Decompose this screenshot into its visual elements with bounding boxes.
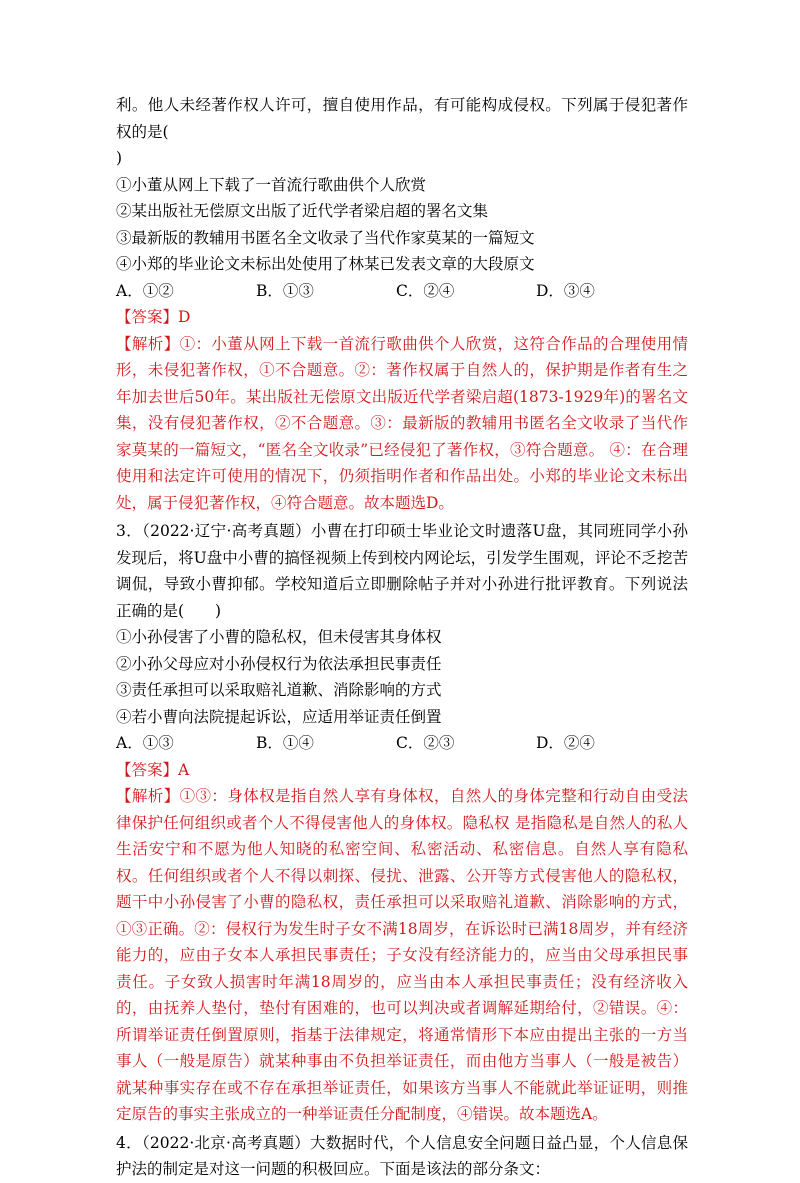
q3-option-b: B．①④: [256, 734, 314, 752]
q2-analysis: 【解析】①：小董从网上下载一首流行歌曲供个人欣赏，这符合作品的合理使用情形，未侵犯著作权，①不合题意。②：著作权属于自然人的，保护期是作者有生之年加去世后50年。某出版社无偿原文出版近代学者梁启超(1873-1929年)的署名文集，没有侵犯著作权，②不合题意。③：最新版的教辅用书匿名全文收录了当代作家莫某的一篇短文，“匿名全文收录”已经侵犯了著作权，③符合题意。 ④：在合理使用和法定许可使用的情况下，仍须指明作者和作品出处。小郑的毕业论文未标出处，属于侵犯著作权，④符合题意。故本题选D。: [116, 334, 688, 512]
q3-statement-4: ④若小曹向法院提起诉讼，应适用举证责任倒置: [116, 707, 442, 726]
q3-option-d: D．②④: [536, 734, 595, 752]
q2-stem-line2: ): [116, 149, 123, 167]
q2-statement-4: ④小郑的毕业论文未标出处使用了林某已发表文章的大段原文: [116, 255, 535, 273]
q2-options: [116, 278, 688, 305]
q3-options: [116, 730, 688, 757]
q2-option-d: D．③④: [536, 281, 595, 300]
q3-option-a: A．①③: [116, 734, 174, 752]
q3-stem: 3．（2022·辽宁·高考真题）小曹在打印硕士毕业论文时遗落U盘，其同班同学小孙发现后，将U盘中小曹的搞怪视频上传到校内网论坛，引发学生围观，评论不乏挖苦调侃，导致小曹抑郁。学校知道后立即删除帖子并对小孙进行批评教育。下列说法正确的是( ): [116, 522, 688, 620]
q3-statement-2: ②小孙父母应对小孙侵权行为依法承担民事责任: [116, 654, 442, 673]
q3-statement-3: ③责任承担可以采取赔礼道歉、消除影响的方式: [116, 681, 442, 699]
q2-statement-3: ③最新版的教辅用书匿名全文收录了当代作家莫某的一篇短文: [116, 228, 535, 247]
q3-analysis: 【解析】①③：身体权是指自然人享有身体权，自然人的身体完整和行动自由受法律保护任何组织或者个人不得侵害他人的身体权。隐私权 是指隐私是自然人的私人生活安宁和不愿为他人知晓的私密空间、私密活动、私密信息。自然人享有隐私权。任何组织或者个人不得以刺探、侵扰、泄露、公开等方式侵害他人的隐私权，题干中小孙侵害了小曹的隐私权，责任承担可以采取赔礼道歉、消除影响的方式，①③正确。②：侵权行为发生时子女不满18周岁，在诉讼时已满18周岁，并有经济能力的，应由子女本人承担民事责任；子女没有经济能力的，应当由父母承担民事责任。子女致人损害时年满18周岁的，应当由本人承担民事责任；没有经济收入的，由抚养人垫付，垫付有困难的，也可以判决或者调解延期给付，②错误。④：所谓举证责任倒置原则，指基于法律规定，将通常情形下本应由提出主张的一方当事人（一般是原告）就某种事由不负担举证责任，而由他方当事人（一般是被告）就某种事实存在或不存在承担举证责任，如果该方当事人不能就此举证证明，则推定原告的事实主张成立的一种举证责任分配制度，④错误。故本题选A。: [116, 787, 688, 1123]
q3-option-c: C．②③: [396, 734, 455, 752]
q2-option-c: C．②④: [396, 281, 455, 300]
q3-answer: 【答案】A: [116, 760, 190, 779]
q2-statement-2: ②某出版社无偿原文出版了近代学者梁启超的署名文集: [116, 202, 489, 220]
q2-option-b: B．①③: [256, 281, 314, 300]
q2-stem-line1: 利。他人未经著作权人许可，擅自使用作品，有可能构成侵权。下列属于侵犯著作权的是(: [116, 96, 688, 141]
q2-option-a: A．①②: [116, 281, 174, 300]
q2-answer: 【答案】D: [116, 308, 191, 326]
page-content: [116, 92, 688, 1183]
q3-statement-1: ①小孙侵害了小曹的隐私权，但未侵害其身体权: [116, 628, 442, 646]
q2-statement-1: ①小董从网上下载了一首流行歌曲供个人欣赏: [116, 175, 427, 194]
q4-stem: 4．（2022·北京·高考真题）大数据时代，个人信息安全问题日益凸显，个人信息保护法的制定是对这一问题的积极回应。下面是该法的部分条文：: [116, 1133, 688, 1178]
